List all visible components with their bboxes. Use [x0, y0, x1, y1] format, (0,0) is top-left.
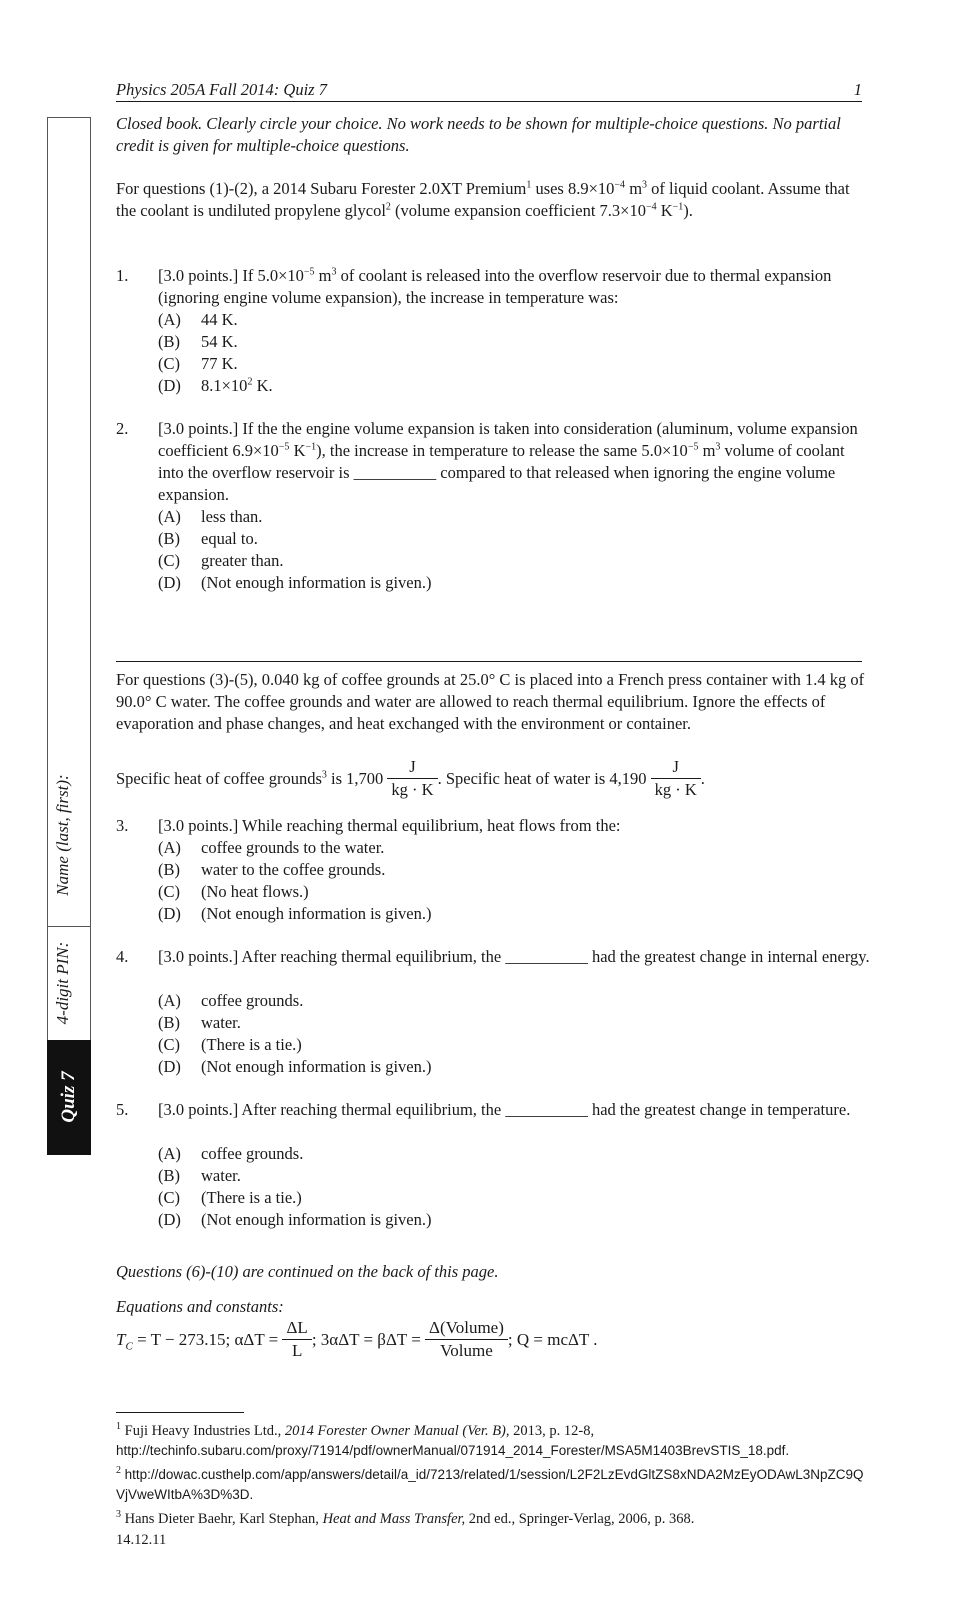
- question-3-number: 3.: [116, 816, 129, 835]
- question-1-text: [3.0 points.] If $5.0\times 10^{-5}$ $m^3$ of coolant is released into the overflow reservoir due to thermal expansion (ignoring engine volume expansion), the increase in temperature was:: [158, 266, 832, 307]
- section-divider: [116, 661, 862, 662]
- continued-note: Questions (6)-(10) are continued on the back of this page.: [116, 1262, 499, 1281]
- question-1-option-c[interactable]: (C) 77 K.: [158, 354, 238, 373]
- question-4-option-b[interactable]: (B) water.: [158, 1013, 241, 1032]
- question-5-option-b[interactable]: (B) water.: [158, 1166, 241, 1185]
- question-1-option-d[interactable]: (D) $8.1\times 10^2$ K.: [158, 376, 273, 395]
- question-2-number: 2.: [116, 419, 129, 438]
- question-2-option-a[interactable]: (A) less than.: [158, 507, 263, 526]
- question-3-text: [3.0 points.] While reaching thermal equilibrium, heat flows from the:: [158, 816, 621, 835]
- date-code: 14.12.11: [116, 1532, 167, 1548]
- question-2-option-d[interactable]: (D) (Not enough information is given.): [158, 573, 432, 592]
- footnote-3: $^3$ Hans Dieter Baehr, Karl Stephan, Heat and Mass Transfer, 2nd ed., Springer-Verlag, 2006, p. 368.: [116, 1509, 695, 1527]
- question-4-option-c[interactable]: (C) (There is a tie.): [158, 1035, 302, 1054]
- side-tab-pin-label: 4-digit PIN:: [53, 941, 72, 1025]
- question-4-option-a[interactable]: (A) coffee grounds.: [158, 991, 304, 1010]
- intro-questions-3-5: For questions (3)-(5), 0.040 kg of coffee grounds at 25.0° C is placed into a French press container with 1.4 kg of 90.0° C water. The coffee grounds and water are allowed to reach thermal equilibrium. Ignore the effects of evaporation and phase changes, and heat exchanged with the environment or container.: [116, 670, 865, 733]
- equations-heading: Equations and constants:: [116, 1297, 284, 1316]
- question-2-option-b[interactable]: (B) equal to.: [158, 529, 258, 548]
- question-2-option-c[interactable]: (C) greater than.: [158, 551, 284, 570]
- side-tab-name-label: Name (last, first):: [53, 774, 72, 896]
- specific-heat-line: Specific heat of coffee grounds$^3$ is 1,700 $\frac{J}{kg \cdot K}$ . Specific heat of water is 4,190 $\frac{J}{kg \cdot K}$ .: [116, 756, 705, 799]
- question-2-text: [3.0 points.] If the the engine volume expansion is taken into consideration (aluminum, volume expansion coefficient $6.9\times 10^{-5}$ $K^{-1}$), the increase in temperature to release the same $5.0\times 10^{-5}$ $m^3$ volume of coolant into the overflow reservoir is __________ compared to that released when ignoring the engine volume expansion.: [158, 419, 858, 504]
- question-3-option-c[interactable]: (C) (No heat flows.): [158, 882, 309, 901]
- question-5-text: [3.0 points.] After reaching thermal equilibrium, the __________ had the greatest change in temperature.: [158, 1100, 851, 1119]
- header-title: Physics 205A Fall 2014: Quiz 7: [116, 80, 327, 99]
- question-1-option-a[interactable]: (A) 44 K.: [158, 310, 238, 329]
- question-5-number: 5.: [116, 1100, 129, 1119]
- question-4-number: 4.: [116, 947, 129, 966]
- unit-fraction-coffee: $\frac{J}{kg \cdot K}$: [387, 756, 437, 801]
- question-3-option-a[interactable]: (A) coffee grounds to the water.: [158, 838, 385, 857]
- intro-questions-1-2: For questions (1)-(2), a 2014 Subaru Forester 2.0XT Premium$^1$ uses $8.9\times 10^{-4}$ $m^3$ of liquid coolant. Assume that the coolant is undiluted propylene glycol$^2$ (volume expansion coefficient $7.3\times 10^{-4}$ $K^{-1}$).: [116, 179, 850, 220]
- question-5-option-d[interactable]: (D) (Not enough information is given.): [158, 1210, 432, 1229]
- question-1-option-b[interactable]: (B) 54 K.: [158, 332, 238, 351]
- equations-line: $T_C = T - 273.15$; αΔT = $\frac{\Delta L}{L}$ ; 3αΔT = βΔT = $\frac{\text{Δ(Volume)}}{\text{Volume}}$ ; Q = mcΔT .: [116, 1317, 598, 1360]
- unit-fraction-water: $\frac{J}{kg \cdot K}$: [651, 756, 701, 801]
- instructions: Closed book. Clearly circle your choice. No work needs to be shown for multiple-choice questions. No partial credit is given for multiple-choice questions.: [116, 114, 841, 155]
- fraction-dl-over-l: $\frac{\Delta L}{L}$: [282, 1317, 311, 1362]
- question-5-option-c[interactable]: (C) (There is a tie.): [158, 1188, 302, 1207]
- question-4-text: [3.0 points.] After reaching thermal equilibrium, the __________ had the greatest change in internal energy.: [158, 947, 870, 966]
- question-3-option-d[interactable]: (D) (Not enough information is given.): [158, 904, 432, 923]
- footnote-2: $^2$ http://dowac.custhelp.com/app/answers/detail/a_id/7213/related/1/session/L2F2LzEvdGltZS8xNDA2MzEyODAwL3NpZC9QVjVweWItbA%3D%3D.: [116, 1465, 864, 1502]
- footnote-1-url[interactable]: http://techinfo.subaru.com/proxy/71914/pdf/ownerManual/071914_2014_Forester/MSA5M1403BrevSTIS_18.pdf.: [116, 1443, 790, 1458]
- page-header: [116, 79, 862, 102]
- question-5-option-a[interactable]: (A) coffee grounds.: [158, 1144, 304, 1163]
- question-1-number: 1.: [116, 266, 129, 285]
- question-3-option-b[interactable]: (B) water to the coffee grounds.: [158, 860, 386, 879]
- footnote-1: $^1$ Fuji Heavy Industries Ltd., 2014 Forester Owner Manual (Ver. B), 2013, p. 12-8, http://techinfo.subaru.com/proxy/71914/pdf/ownerManual/071914_2014_Forester/MSA5M1403BrevSTIS_18.pdf.: [116, 1421, 790, 1458]
- side-tab-quiz-label: Quiz 7: [58, 1071, 79, 1123]
- fraction-dv-over-v: $\frac{\text{Δ(Volume)}}{\text{Volume}}$: [425, 1317, 508, 1362]
- page-number: 1: [853, 80, 862, 99]
- footnote-2-url[interactable]: http://dowac.custhelp.com/app/answers/detail/a_id/7213/related/1/session/L2F2LzEvdGltZS8xNDA2MzEyODAwL3NpZC9QVjVweWItbA%3D%3D.: [116, 1467, 864, 1502]
- question-4-option-d[interactable]: (D) (Not enough information is given.): [158, 1057, 432, 1076]
- footnote-rule: [116, 1412, 244, 1413]
